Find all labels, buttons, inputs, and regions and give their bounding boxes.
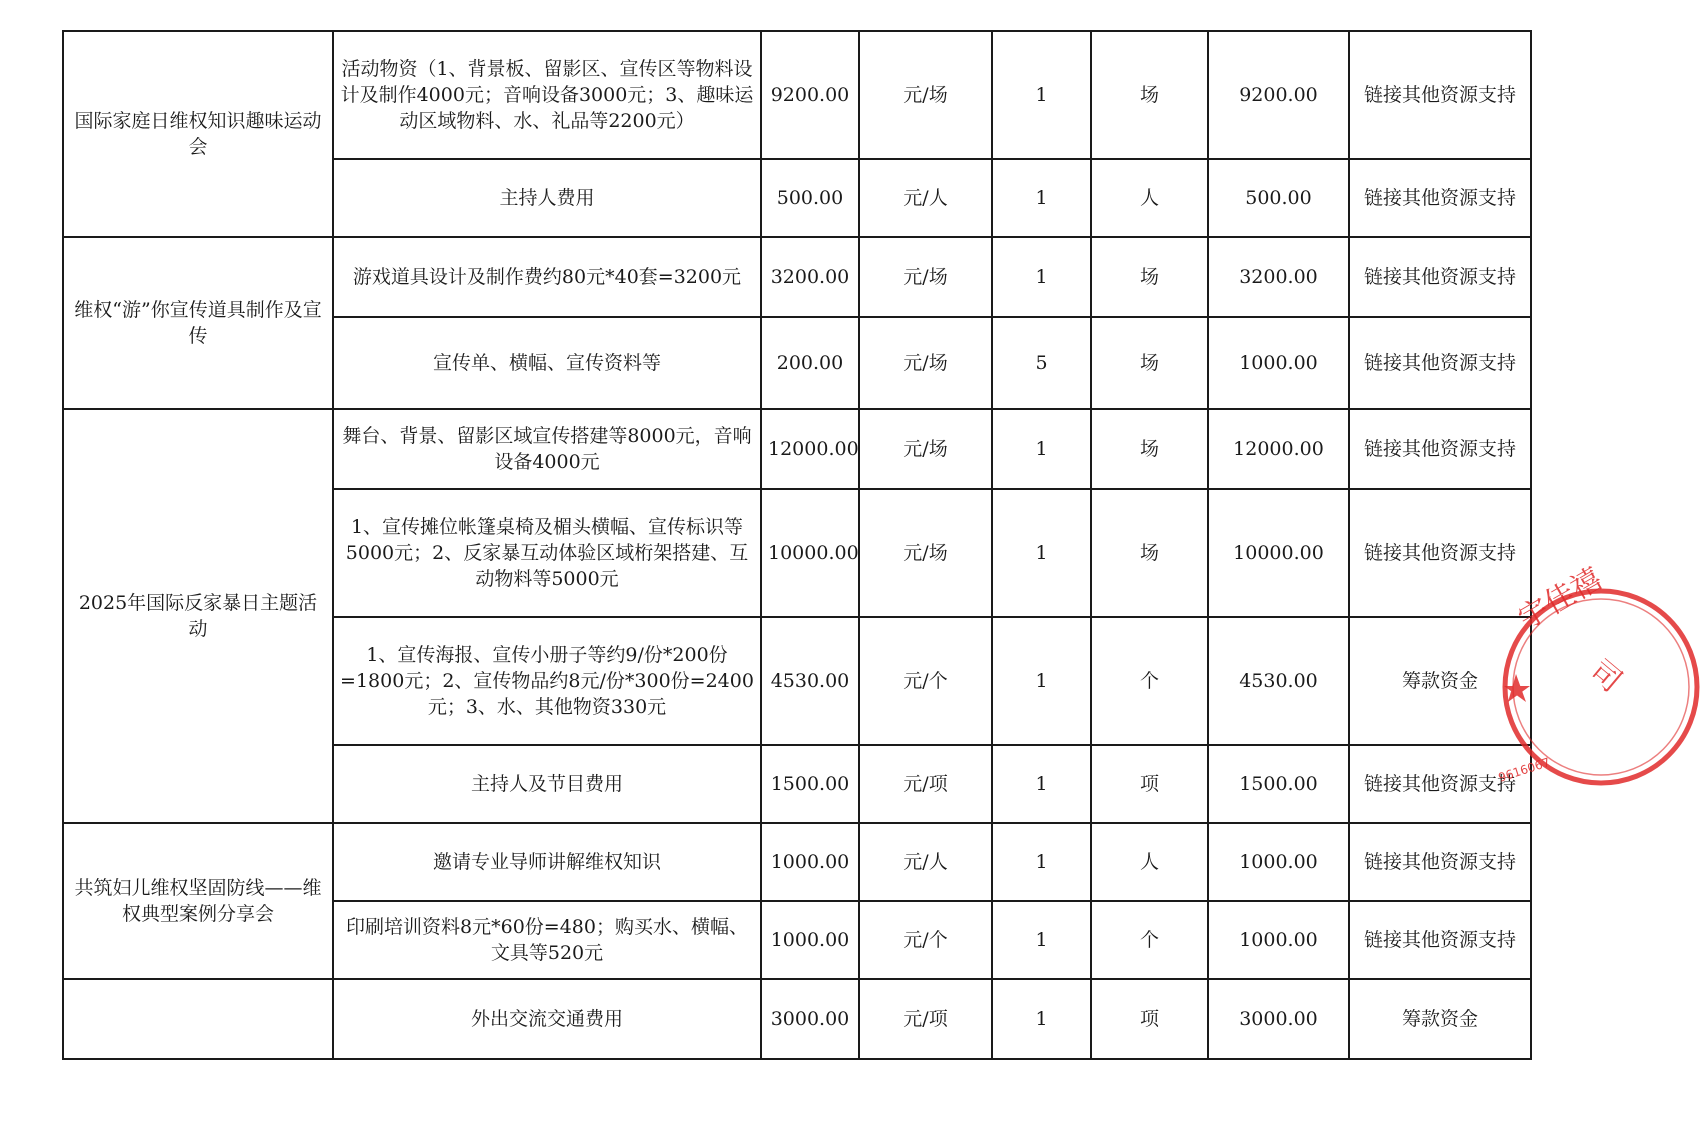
activity-name: 国际家庭日维权知识趣味运动会 xyxy=(63,31,333,237)
funding-source: 链接其他资源支持 xyxy=(1349,237,1531,317)
price-unit: 元/项 xyxy=(859,745,992,823)
quantity-unit: 场 xyxy=(1091,409,1208,489)
unit-price: 10000.00 xyxy=(761,489,859,617)
unit-price: 1000.00 xyxy=(761,901,859,979)
item-description: 活动物资（1、背景板、留影区、宣传区等物料设计及制作4000元；音响设备3000元；3、趣味运动区域物料、水、礼品等2200元） xyxy=(333,31,761,159)
table-row xyxy=(63,237,1531,317)
subtotal: 12000.00 xyxy=(1208,409,1349,489)
item-description: 邀请专业导师讲解维权知识 xyxy=(333,823,761,901)
quantity-unit: 人 xyxy=(1091,159,1208,237)
unit-price: 3200.00 xyxy=(761,237,859,317)
item-description: 1、宣传摊位帐篷桌椅及楣头横幅、宣传标识等5000元；2、反家暴互动体验区域桁架搭建、互动物料等5000元 xyxy=(333,489,761,617)
subtotal: 1000.00 xyxy=(1208,901,1349,979)
price-unit: 元/个 xyxy=(859,617,992,745)
funding-source: 筹款资金 xyxy=(1349,979,1531,1059)
unit-price: 200.00 xyxy=(761,317,859,409)
subtotal: 4530.00 xyxy=(1208,617,1349,745)
activity-name: 2025年国际反家暴日主题活动 xyxy=(63,409,333,823)
table-row xyxy=(63,409,1531,489)
quantity-unit: 个 xyxy=(1091,901,1208,979)
funding-source: 链接其他资源支持 xyxy=(1349,317,1531,409)
price-unit: 元/场 xyxy=(859,489,992,617)
unit-price: 500.00 xyxy=(761,159,859,237)
subtotal: 500.00 xyxy=(1208,159,1349,237)
item-description: 主持人及节目费用 xyxy=(333,745,761,823)
seal-text-side: 司 xyxy=(1582,653,1629,700)
funding-source: 链接其他资源支持 xyxy=(1349,31,1531,159)
quantity: 1 xyxy=(992,617,1091,745)
subtotal: 10000.00 xyxy=(1208,489,1349,617)
quantity-unit: 场 xyxy=(1091,317,1208,409)
quantity-unit: 场 xyxy=(1091,31,1208,159)
funding-source: 链接其他资源支持 xyxy=(1349,823,1531,901)
quantity-unit: 人 xyxy=(1091,823,1208,901)
price-unit: 元/人 xyxy=(859,159,992,237)
item-description: 外出交流交通费用 xyxy=(333,979,761,1059)
unit-price: 3000.00 xyxy=(761,979,859,1059)
activity-name xyxy=(63,979,333,1059)
quantity-unit: 场 xyxy=(1091,489,1208,617)
funding-source: 链接其他资源支持 xyxy=(1349,489,1531,617)
price-unit: 元/场 xyxy=(859,237,992,317)
subtotal: 1000.00 xyxy=(1208,317,1349,409)
seal-text-top: 宇佳禧 xyxy=(1512,561,1608,637)
activity-name: 维权“游”你宣传道具制作及宣传 xyxy=(63,237,333,409)
price-unit: 元/场 xyxy=(859,409,992,489)
quantity: 1 xyxy=(992,745,1091,823)
quantity: 5 xyxy=(992,317,1091,409)
quantity-unit: 项 xyxy=(1091,745,1208,823)
item-description: 印刷培训资料8元*60份=480；购买水、横幅、文具等520元 xyxy=(333,901,761,979)
unit-price: 4530.00 xyxy=(761,617,859,745)
unit-price: 1500.00 xyxy=(761,745,859,823)
quantity: 1 xyxy=(992,901,1091,979)
price-unit: 元/人 xyxy=(859,823,992,901)
subtotal: 1500.00 xyxy=(1208,745,1349,823)
item-description: 舞台、背景、留影区域宣传搭建等8000元，音响设备4000元 xyxy=(333,409,761,489)
unit-price: 9200.00 xyxy=(761,31,859,159)
funding-source: 链接其他资源支持 xyxy=(1349,409,1531,489)
funding-source: 链接其他资源支持 xyxy=(1349,745,1531,823)
quantity: 1 xyxy=(992,979,1091,1059)
funding-source: 链接其他资源支持 xyxy=(1349,901,1531,979)
subtotal: 1000.00 xyxy=(1208,823,1349,901)
item-description: 宣传单、横幅、宣传资料等 xyxy=(333,317,761,409)
quantity: 1 xyxy=(992,159,1091,237)
quantity: 1 xyxy=(992,31,1091,159)
price-unit: 元/项 xyxy=(859,979,992,1059)
table-row xyxy=(63,823,1531,901)
subtotal: 3000.00 xyxy=(1208,979,1349,1059)
table-row xyxy=(63,979,1531,1059)
unit-price: 12000.00 xyxy=(761,409,859,489)
quantity: 1 xyxy=(992,409,1091,489)
table-row xyxy=(63,31,1531,159)
funding-source: 筹款资金 xyxy=(1349,617,1531,745)
item-description: 主持人费用 xyxy=(333,159,761,237)
funding-source: 链接其他资源支持 xyxy=(1349,159,1531,237)
subtotal: 3200.00 xyxy=(1208,237,1349,317)
quantity-unit: 个 xyxy=(1091,617,1208,745)
budget-sheet xyxy=(62,30,1530,1060)
quantity: 1 xyxy=(992,823,1091,901)
item-description: 1、宣传海报、宣传小册子等约9/份*200份=1800元；2、宣传物品约8元/份*300份=2400元；3、水、其他物资330元 xyxy=(333,617,761,745)
subtotal: 9200.00 xyxy=(1208,31,1349,159)
item-description: 游戏道具设计及制作费约80元*40套=3200元 xyxy=(333,237,761,317)
unit-price: 1000.00 xyxy=(761,823,859,901)
quantity-unit: 项 xyxy=(1091,979,1208,1059)
price-unit: 元/场 xyxy=(859,317,992,409)
price-unit: 元/场 xyxy=(859,31,992,159)
price-unit: 元/个 xyxy=(859,901,992,979)
seal-code: 9616067 xyxy=(1496,755,1552,785)
activity-name: 共筑妇儿维权坚固防线——维权典型案例分享会 xyxy=(63,823,333,979)
quantity: 1 xyxy=(992,237,1091,317)
quantity: 1 xyxy=(992,489,1091,617)
quantity-unit: 场 xyxy=(1091,237,1208,317)
budget-table xyxy=(62,30,1532,1060)
